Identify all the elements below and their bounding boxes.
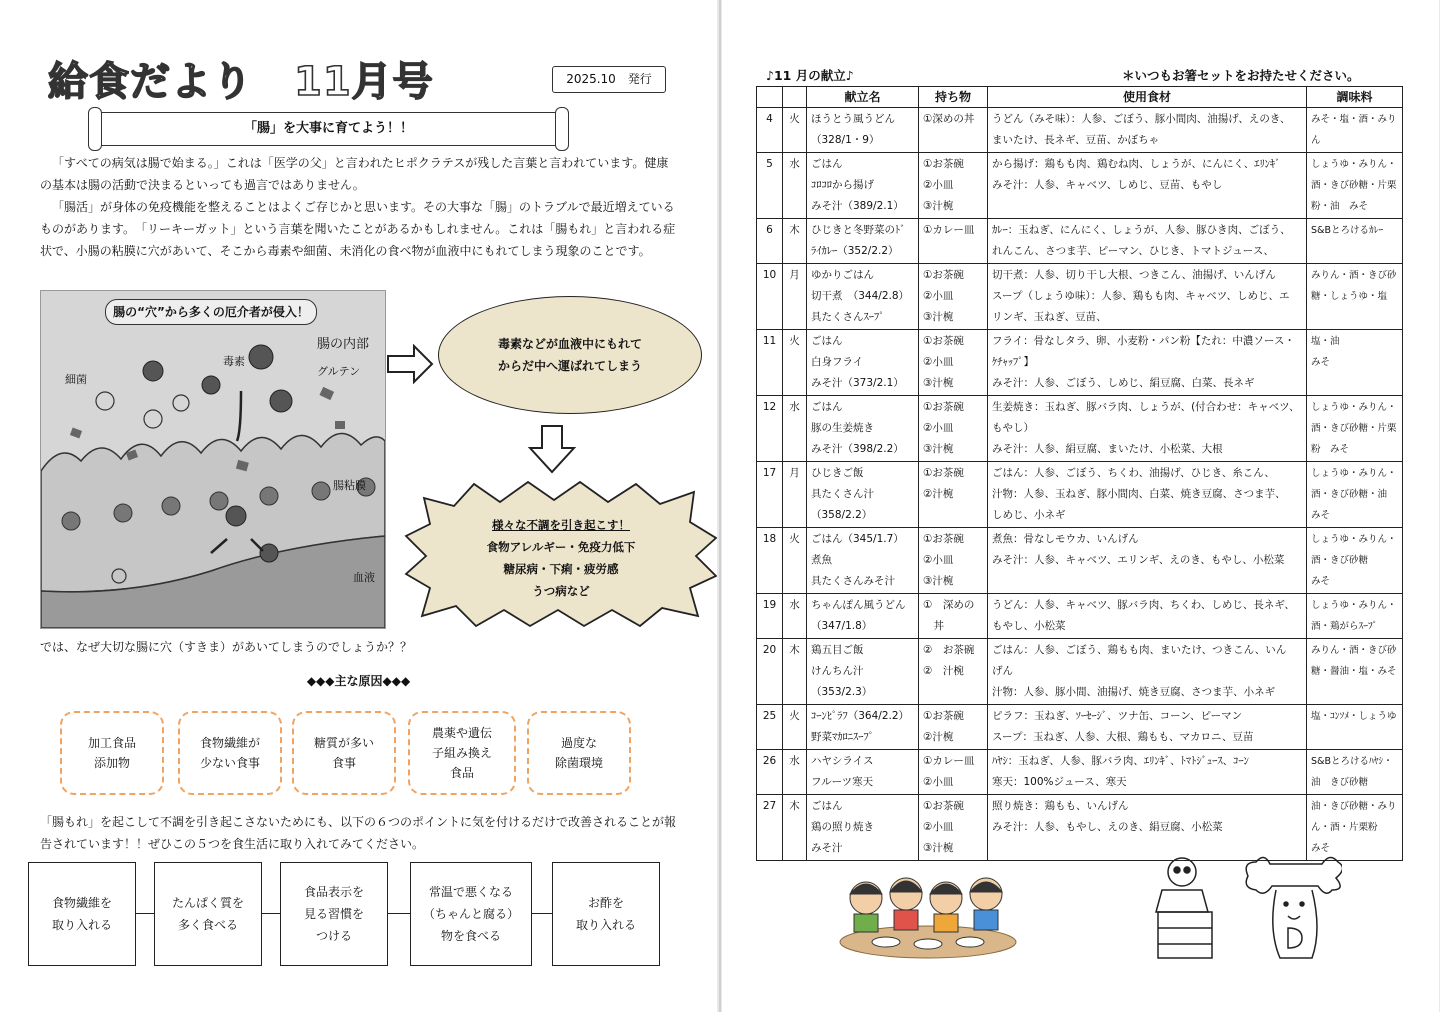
point-3-line-1: 食品表示を xyxy=(303,885,364,899)
table-row xyxy=(757,462,1403,528)
point-4-line-1: 常温で悪くなる xyxy=(428,885,513,899)
ingredients-cell-line: みそ汁：人参、キャベツ、エリンギ、えのき、もやし、小松菜 xyxy=(992,554,1285,566)
weekday-cell: 水 xyxy=(783,153,807,219)
seasoning-cell-line: しょうゆ・みりん・ xyxy=(1311,600,1397,611)
items-cell-line: ①お茶碗 xyxy=(923,533,964,545)
seasoning-cell xyxy=(1307,639,1403,705)
header-day xyxy=(757,87,783,108)
ingredients-cell-line: 生姜焼き：玉ねぎ、豚バラ肉、しょうが、(付合わせ：キャベツ、 xyxy=(992,401,1300,413)
intro-paragraph-1: 「すべての病気は腸で始まる。」これは「医学の父」と言われたヒポクラテスが残した言葉と言われています。健康の基本は腸の活動で決まるといっても過言ではありません。 xyxy=(40,156,669,192)
dish-cell-line: ごはん xyxy=(811,335,843,347)
dish-cell-line: ごはん xyxy=(811,158,843,170)
items-cell xyxy=(919,330,988,396)
seasoning-cell-line: しょうゆ・みりん・ xyxy=(1311,468,1397,479)
items-cell-line: ①お茶碗 xyxy=(923,800,964,812)
cause-1-line-2: 添加物 xyxy=(93,756,130,770)
table-row xyxy=(757,396,1403,462)
seasoning-cell-line: しょうゆ・みりん・ xyxy=(1311,159,1397,170)
weekday-cell: 火 xyxy=(783,528,807,594)
day-cell: 4 xyxy=(757,108,783,153)
cause-4-line-3: 食品 xyxy=(449,766,474,780)
right-page xyxy=(722,0,1439,1012)
day-cell: 6 xyxy=(757,219,783,264)
table-row xyxy=(757,528,1403,594)
table-row xyxy=(757,264,1403,330)
menu-body xyxy=(757,108,1403,861)
seasoning-cell-line: みそ xyxy=(1311,510,1331,521)
day-cell: 12 xyxy=(757,396,783,462)
headline-scroll: 「腸」を大事に育てよう！！ xyxy=(95,112,562,146)
dish-cell xyxy=(807,750,919,795)
weekday-cell: 木 xyxy=(783,219,807,264)
dish-cell xyxy=(807,330,919,396)
cause-5-line-2: 除菌環境 xyxy=(554,756,603,770)
day-cell: 25 xyxy=(757,705,783,750)
items-cell-line: ②小皿 xyxy=(923,356,954,368)
label-inside: 腸の内部 xyxy=(317,337,370,352)
weekday-cell: 水 xyxy=(783,750,807,795)
seasoning-cell xyxy=(1307,219,1403,264)
day-cell: 11 xyxy=(757,330,783,396)
items-cell-line: ①お茶碗 xyxy=(923,335,964,347)
ingredients-cell-line: スープ（しょうゆ味）：人参、鶏もも肉、キャベツ、しめじ、エ xyxy=(992,290,1290,302)
items-cell xyxy=(919,396,988,462)
items-cell-line: ②汁椀 xyxy=(923,488,954,500)
items-cell-line: ①お茶碗 xyxy=(923,467,964,479)
ingredients-cell-line: スープ：玉ねぎ、人参、大根、鶏もも、マカロニ、豆苗 xyxy=(992,731,1254,743)
items-cell xyxy=(919,264,988,330)
seasoning-cell-line: 粉 みそ xyxy=(1311,444,1350,455)
items-cell xyxy=(919,795,988,861)
items-cell-line: ③汁椀 xyxy=(923,575,954,587)
dish-cell-line: （358/2.2） xyxy=(811,509,873,521)
items-cell-line: ②小皿 xyxy=(923,554,954,566)
table-row xyxy=(757,594,1403,639)
ingredients-cell xyxy=(988,639,1307,705)
seasoning-cell xyxy=(1307,108,1403,153)
dish-cell-line: 煮魚 xyxy=(811,554,832,566)
seasoning-cell-line: 糖・しょうゆ・塩 xyxy=(1311,291,1388,302)
ingredients-cell xyxy=(988,594,1307,639)
table-row xyxy=(757,108,1403,153)
table-row xyxy=(757,153,1403,219)
point-3-line-2: 見る習慣を xyxy=(303,907,364,921)
dish-cell-line: 具たくさんｽｰﾌﾟ xyxy=(811,311,885,323)
cause-box-4 xyxy=(408,711,516,795)
dish-cell xyxy=(807,462,919,528)
seasoning-cell xyxy=(1307,396,1403,462)
ingredients-cell-line: フライ：骨なしタラ、卵、小麦粉・パン粉【たれ：中濃ソース・ xyxy=(992,335,1295,347)
ingredients-cell-line: ピラフ：玉ねぎ、ｿｰｾｰｼﾞ、ツナ缶、コーン、ピーマン xyxy=(992,710,1243,722)
items-cell-line: ①深めの丼 xyxy=(923,113,975,125)
seasoning-cell-line: 塩・油 xyxy=(1311,336,1340,347)
symptoms-text xyxy=(404,514,717,602)
seasoning-cell-line: しょうゆ・みりん・ xyxy=(1311,402,1397,413)
weekday-cell: 月 xyxy=(783,264,807,330)
arrow-right-icon xyxy=(386,344,434,384)
weekday-cell: 火 xyxy=(783,705,807,750)
ingredients-cell-line: みそ汁：人参、ごぼう、しめじ、絹豆腐、白菜、長ネギ xyxy=(992,377,1255,389)
dish-cell-line: 白身フライ xyxy=(811,356,864,368)
items-cell-line: ①お茶碗 xyxy=(923,269,964,281)
ingredients-cell-line: 寒天：100%ジュース、寒天 xyxy=(992,776,1127,788)
ingredients-cell xyxy=(988,396,1307,462)
seasoning-cell xyxy=(1307,594,1403,639)
ingredients-cell-line: ｹﾁｬｯﾌﾟ】 xyxy=(992,356,1034,368)
dish-cell xyxy=(807,705,919,750)
ingredients-cell xyxy=(988,750,1307,795)
dish-cell-line: ごはん（345/1.7） xyxy=(811,533,904,545)
dish-cell xyxy=(807,795,919,861)
ingredients-cell-line: みそ汁：人参、キャベツ、しめじ、豆苗、もやし xyxy=(992,179,1223,191)
day-cell: 20 xyxy=(757,639,783,705)
page-divider xyxy=(719,0,721,1012)
point-box-3 xyxy=(280,862,388,966)
seasoning-cell-line: みりん・酒・きび砂 xyxy=(1311,645,1397,656)
cause-box-1 xyxy=(60,711,164,795)
ingredients-cell-line: ｶﾚｰ：玉ねぎ、にんにく、しょうが、人参、豚ひき肉、ごぼう、 xyxy=(992,224,1291,236)
symptoms-line-1: 食物アレルギー・免疫力低下 xyxy=(486,540,636,554)
items-cell-line: ②小皿 xyxy=(923,776,954,788)
day-cell: 18 xyxy=(757,528,783,594)
dish-cell-line: 豚の生姜焼き xyxy=(811,422,874,434)
table-row xyxy=(757,705,1403,750)
weekday-cell: 木 xyxy=(783,795,807,861)
ingredients-cell-line: 煮魚：骨なしモウカ、いんげん xyxy=(992,533,1139,545)
day-cell: 19 xyxy=(757,594,783,639)
seasoning-cell xyxy=(1307,705,1403,750)
seasoning-cell-line: 油・きび砂糖・みり xyxy=(1311,801,1397,812)
seasoning-cell-line: 油 きび砂糖 xyxy=(1311,777,1369,788)
arrow-down-icon xyxy=(528,424,576,474)
ingredients-cell-line: ﾊﾔｼ：玉ねぎ、人参、豚バラ肉、ｴﾘﾝｷﾞ、ﾄﾏﾄｼﾞｭｰｽ、ｺｰﾝ xyxy=(992,755,1249,767)
label-blood: 血液 xyxy=(353,571,375,584)
point-5-line-1: お酢を xyxy=(587,896,624,910)
ingredients-cell xyxy=(988,462,1307,528)
intro-paragraph-2: 「腸活」が身体の免疫機能を整えることはよくご存じかと思います。その大事な「腸」のトラブルで最近増えているものがあります。 「リーキーガット」という言葉を聞いたことがあるかもしれません。これは「腸もれ」と言われる症状で、小腸の粘膜に穴があいて、そこから毒素や細菌、未消化の食べ物が血液中にもれてしまう現象のことです。 xyxy=(40,200,676,258)
ingredients-cell xyxy=(988,705,1307,750)
header-ingredients: 使用食材 xyxy=(988,87,1307,108)
cause-1-line-1: 加工食品 xyxy=(87,736,136,750)
cause-box-2 xyxy=(178,711,282,795)
dish-cell xyxy=(807,528,919,594)
dish-cell-line: ごはん xyxy=(811,401,843,413)
seasoning-cell-line: 塩・ｺﾝｿﾒ・しょうゆ xyxy=(1311,711,1397,722)
publish-date-box: 2025.10 発行 xyxy=(552,66,666,93)
point-box-5 xyxy=(552,862,660,966)
seasoning-cell-line: S&Bとろけるﾊﾔｼ・ xyxy=(1311,756,1393,767)
symptoms-heading: 様々な不調を引き起こす！ xyxy=(492,518,630,532)
weekday-cell: 火 xyxy=(783,330,807,396)
intestine-illustration xyxy=(40,290,386,629)
items-cell-line: ②汁椀 xyxy=(923,731,954,743)
ingredients-cell-line: みそ汁：人参、絹豆腐、まいたけ、小松菜、大根 xyxy=(992,443,1223,455)
cause-4-line-2: 子組み換え xyxy=(431,746,492,760)
dish-cell xyxy=(807,153,919,219)
dish-cell-line: ゆかりごはん xyxy=(811,269,874,281)
items-cell-line: ③汁椀 xyxy=(923,200,954,212)
point-3-line-3: つける xyxy=(315,929,352,943)
dish-cell-line: 具たくさん汁 xyxy=(811,488,874,500)
seasoning-cell-line: 酒・きび砂糖・片栗 xyxy=(1311,180,1397,191)
symptoms-line-2: 糖尿病・下痢・疲労感 xyxy=(503,562,619,576)
dish-cell xyxy=(807,219,919,264)
seasoning-cell xyxy=(1307,750,1403,795)
dish-cell xyxy=(807,264,919,330)
items-cell-line: ①お茶碗 xyxy=(923,710,964,722)
seasoning-cell-line: 酒・きび砂糖・油 xyxy=(1311,489,1388,500)
question-text: では、なぜ大切な腸に穴（すきま）があいてしまうのでしょうか？？ xyxy=(40,640,413,654)
weekday-cell: 水 xyxy=(783,396,807,462)
items-cell-line: ③汁椀 xyxy=(923,377,954,389)
point-2-line-2: 多く食べる xyxy=(177,918,238,932)
connector xyxy=(136,913,154,914)
label-gluten: グルテン xyxy=(317,365,361,378)
ellipse-line-2: からだ中へ運ばれてしまう xyxy=(497,359,642,373)
causes-title: ◆◆◆主な原因◆◆◆ xyxy=(306,674,411,688)
weekday-cell: 水 xyxy=(783,594,807,639)
connector xyxy=(388,913,410,914)
point-5-line-2: 取り入れる xyxy=(575,918,636,932)
illustration-header: 腸の“穴”から多くの厄介者が侵入！ xyxy=(105,299,317,325)
ingredients-cell xyxy=(988,108,1307,153)
ingredients-cell-line: しめじ、小ネギ xyxy=(992,509,1066,521)
ellipse-line-1: 毒素などが血液中にもれて xyxy=(497,337,642,351)
newsletter-title: 給食だより 11月号 xyxy=(48,59,434,105)
point-1-line-2: 取り入れる xyxy=(51,918,112,932)
items-cell-line: ②小皿 xyxy=(923,179,954,191)
seasoning-cell xyxy=(1307,330,1403,396)
seasoning-cell-line: 酒・きび砂糖・片栗 xyxy=(1311,423,1397,434)
weekday-cell: 火 xyxy=(783,108,807,153)
seasoning-cell-line: みそ xyxy=(1311,576,1331,587)
items-cell xyxy=(919,108,988,153)
items-cell-line: ③汁椀 xyxy=(923,311,954,323)
ingredients-cell xyxy=(988,219,1307,264)
seasoning-cell-line: 粉・油 みそ xyxy=(1311,201,1369,212)
kids-eating-illustration xyxy=(836,864,1020,960)
dish-cell-line: けんちん汁 xyxy=(811,665,864,677)
point-2-line-1: たんぱく質を xyxy=(171,896,244,910)
seasoning-cell xyxy=(1307,264,1403,330)
point-4-line-2: （ちゃんと腐る） xyxy=(422,907,519,921)
chopsticks-note: ＊いつもお箸セットをお持たせください。 xyxy=(1122,68,1360,83)
seasoning-cell-line: しょうゆ・みりん・ xyxy=(1311,534,1397,545)
items-cell-line: ③汁椀 xyxy=(923,842,954,854)
dish-cell xyxy=(807,639,919,705)
ingredients-cell-line: リンギ、玉ねぎ、豆苗、 xyxy=(992,311,1107,323)
ingredients-cell xyxy=(988,153,1307,219)
connector xyxy=(532,913,552,914)
items-cell xyxy=(919,705,988,750)
leak-ellipse xyxy=(438,296,702,414)
table-row xyxy=(757,750,1403,795)
items-cell-line: ②小皿 xyxy=(923,290,954,302)
seasoning-cell-line: 酒・きび砂糖 xyxy=(1311,555,1369,566)
ingredients-cell-line: もやし、小松菜 xyxy=(992,620,1066,632)
ingredients-cell xyxy=(988,264,1307,330)
label-mucosa: 腸粘膜 xyxy=(333,479,366,492)
cause-box-3 xyxy=(292,711,396,795)
advice-text: 「腸もれ」を起こして不調を引き起こさないためにも、以下の６つのポイントに気を付けるだけで改善されることが報告されています！！ぜひこの５つを食生活に取り入れてみてください。 xyxy=(40,815,677,851)
seasoning-cell-line: 糖・醤油・塩・みそ xyxy=(1311,666,1397,677)
items-cell-line: ② 汁椀 xyxy=(923,665,964,677)
items-cell-line: ①カレー皿 xyxy=(923,755,975,767)
symptoms-line-3: うつ病など xyxy=(532,584,590,598)
ingredients-cell-line: ごはん：人参、ごぼう、ちくわ、油揚げ、ひじき、糸こん、 xyxy=(992,467,1275,479)
seasoning-cell-line: みそ・塩・酒・みりん xyxy=(1311,114,1397,146)
point-1-line-1: 食物繊維を xyxy=(51,896,112,910)
ingredients-cell-line: まいたけ、長ネギ、豆苗、かぼちゃ xyxy=(992,134,1160,146)
dish-cell-line: ﾗｲｶﾚｰ（352/2.2） xyxy=(811,245,899,257)
dish-cell-line: みそ汁 xyxy=(811,842,843,854)
items-cell-line: ②小皿 xyxy=(923,422,954,434)
cause-5-line-1: 過度な xyxy=(560,736,597,750)
ingredients-cell-line: ごはん：人参、ごぼう、鶏もも肉、まいたけ、つきこん、いん xyxy=(992,644,1287,656)
items-cell-line: ① 深めの xyxy=(923,599,975,611)
point-box-1 xyxy=(28,862,136,966)
ingredients-cell-line: うどん（みそ味）：人参、ごぼう、豚小間肉、油揚げ、えのき、 xyxy=(992,113,1291,125)
header-seasoning: 調味料 xyxy=(1307,87,1403,108)
ingredients-cell-line: 照り焼き：鶏もも、いんげん xyxy=(992,800,1129,812)
items-cell-line: ③汁椀 xyxy=(923,443,954,455)
dish-cell-line: ｺﾛｺﾛから揚げ xyxy=(811,179,874,191)
ingredients-cell-line: から揚げ：鶏もも肉、鶏むね肉、しょうが、にんにく、ｴﾘﾝｷﾞ xyxy=(992,158,1281,170)
weekday-cell: 木 xyxy=(783,639,807,705)
dish-cell xyxy=(807,594,919,639)
items-cell-line: ①カレー皿 xyxy=(923,224,975,236)
items-cell xyxy=(919,639,988,705)
weekday-cell: 月 xyxy=(783,462,807,528)
cause-4-line-1: 農薬や遺伝 xyxy=(431,726,492,740)
cause-box-5 xyxy=(527,711,631,795)
menu-title: ♪11 月の献立♪ xyxy=(766,68,854,83)
seasoning-cell-line: みりん・酒・きび砂 xyxy=(1311,270,1397,281)
ingredients-cell-line: みそ汁：人参、もやし、えのき、絹豆腐、小松菜 xyxy=(992,821,1223,833)
dish-cell-line: ｺｰﾝﾋﾟﾗﾌ（364/2.2） xyxy=(811,710,910,722)
dish-cell-line: 野菜ﾏｶﾛﾆｽｰﾌﾟ xyxy=(811,731,874,743)
dish-cell-line: 具たくさんみそ汁 xyxy=(811,575,895,587)
dish-cell xyxy=(807,396,919,462)
dish-cell-line: ハヤシライス xyxy=(811,755,874,767)
menu-header-row xyxy=(757,87,1403,108)
dish-cell-line: （353/2.3） xyxy=(811,686,873,698)
table-row xyxy=(757,639,1403,705)
table-row xyxy=(757,330,1403,396)
point-box-2 xyxy=(154,862,262,966)
dish-cell xyxy=(807,108,919,153)
seasoning-cell-line: S&Bとろけるｶﾚｰ xyxy=(1311,225,1384,236)
seasoning-cell xyxy=(1307,528,1403,594)
cause-3-line-2: 食事 xyxy=(331,756,356,770)
label-bacteria: 細菌 xyxy=(65,373,87,386)
table-row xyxy=(757,219,1403,264)
ingredients-cell-line: もやし） xyxy=(992,422,1034,434)
day-cell: 26 xyxy=(757,750,783,795)
mascot-illustration xyxy=(1152,850,1342,968)
day-cell: 5 xyxy=(757,153,783,219)
dish-cell-line: 鶏の照り焼き xyxy=(811,821,874,833)
items-cell-line: ①お茶碗 xyxy=(923,158,964,170)
items-cell xyxy=(919,750,988,795)
dish-cell-line: （328/1・9） xyxy=(811,134,880,146)
header-weekday xyxy=(783,87,807,108)
connector xyxy=(262,913,280,914)
cause-2-line-2: 少ない食事 xyxy=(199,756,260,770)
intro-text xyxy=(40,152,680,262)
ingredients-cell-line: 切干煮：人参、切り干し大根、つきこん、油揚げ、いんげん xyxy=(992,269,1276,281)
dish-cell-line: ひじきと冬野菜のﾄﾞ xyxy=(811,224,906,236)
dish-cell-line: ごはん xyxy=(811,800,843,812)
dish-cell-line: みそ汁（389/2.1） xyxy=(811,200,904,212)
seasoning-cell-line: 酒・鶏がらｽｰﾌﾟ xyxy=(1311,621,1378,632)
dish-cell-line: 切干煮 （344/2.8） xyxy=(811,290,910,302)
dish-cell-line: ひじきご飯 xyxy=(811,467,864,479)
dish-cell-line: みそ汁（373/2.1） xyxy=(811,377,904,389)
seasoning-cell-line: みそ xyxy=(1311,357,1331,368)
dish-cell-line: 鶏五目ご飯 xyxy=(811,644,864,656)
items-cell-line: ②小皿 xyxy=(923,821,954,833)
items-cell xyxy=(919,153,988,219)
seasoning-cell xyxy=(1307,153,1403,219)
ingredients-cell xyxy=(988,528,1307,594)
cause-3-line-1: 糖質が多い xyxy=(313,736,374,750)
ingredients-cell xyxy=(988,330,1307,396)
day-cell: 17 xyxy=(757,462,783,528)
point-4-line-3: 物を食べる xyxy=(440,929,501,943)
items-cell-line: ①お茶碗 xyxy=(923,401,964,413)
seasoning-cell xyxy=(1307,462,1403,528)
items-cell-line: ② お茶碗 xyxy=(923,644,975,656)
ingredients-cell-line: れんこん、さつま芋、ピーマン、ひじき、トマトジュース、 xyxy=(992,245,1275,257)
seasoning-cell-line: みそ xyxy=(1311,843,1331,854)
day-cell: 27 xyxy=(757,795,783,861)
cause-2-line-1: 食物繊維が xyxy=(199,736,260,750)
ingredients-cell-line: げん xyxy=(992,665,1013,677)
dish-cell-line: （347/1.8） xyxy=(811,620,873,632)
items-cell xyxy=(919,594,988,639)
items-cell xyxy=(919,462,988,528)
header-dish: 献立名 xyxy=(807,87,919,108)
items-cell xyxy=(919,528,988,594)
items-cell xyxy=(919,219,988,264)
ingredients-cell-line: 汁物：人参、玉ねぎ、豚小間肉、白菜、焼き豆腐、さつま芋、 xyxy=(992,488,1286,500)
header-items: 持ち物 xyxy=(919,87,988,108)
dish-cell-line: ちゃんぽん風うどん xyxy=(811,599,906,611)
ingredients-cell-line: うどん：人参、キャベツ、豚バラ肉、ちくわ、しめじ、長ネギ、 xyxy=(992,599,1295,611)
items-cell-line: 丼 xyxy=(923,620,944,632)
dish-cell-line: フルーツ寒天 xyxy=(811,776,874,788)
dish-cell-line: みそ汁（398/2.2） xyxy=(811,443,904,455)
label-toxin: 毒素 xyxy=(223,355,245,368)
left-page xyxy=(0,0,717,1012)
seasoning-cell-line: ん・酒・片栗粉 xyxy=(1311,822,1378,833)
day-cell: 10 xyxy=(757,264,783,330)
ingredients-cell-line: 汁物：人参、豚小間、油揚げ、焼き豆腐、さつま芋、小ネギ xyxy=(992,686,1276,698)
dish-cell-line: ほうとう風うどん xyxy=(811,113,895,125)
point-box-4 xyxy=(410,862,532,966)
menu-table xyxy=(756,86,1403,861)
